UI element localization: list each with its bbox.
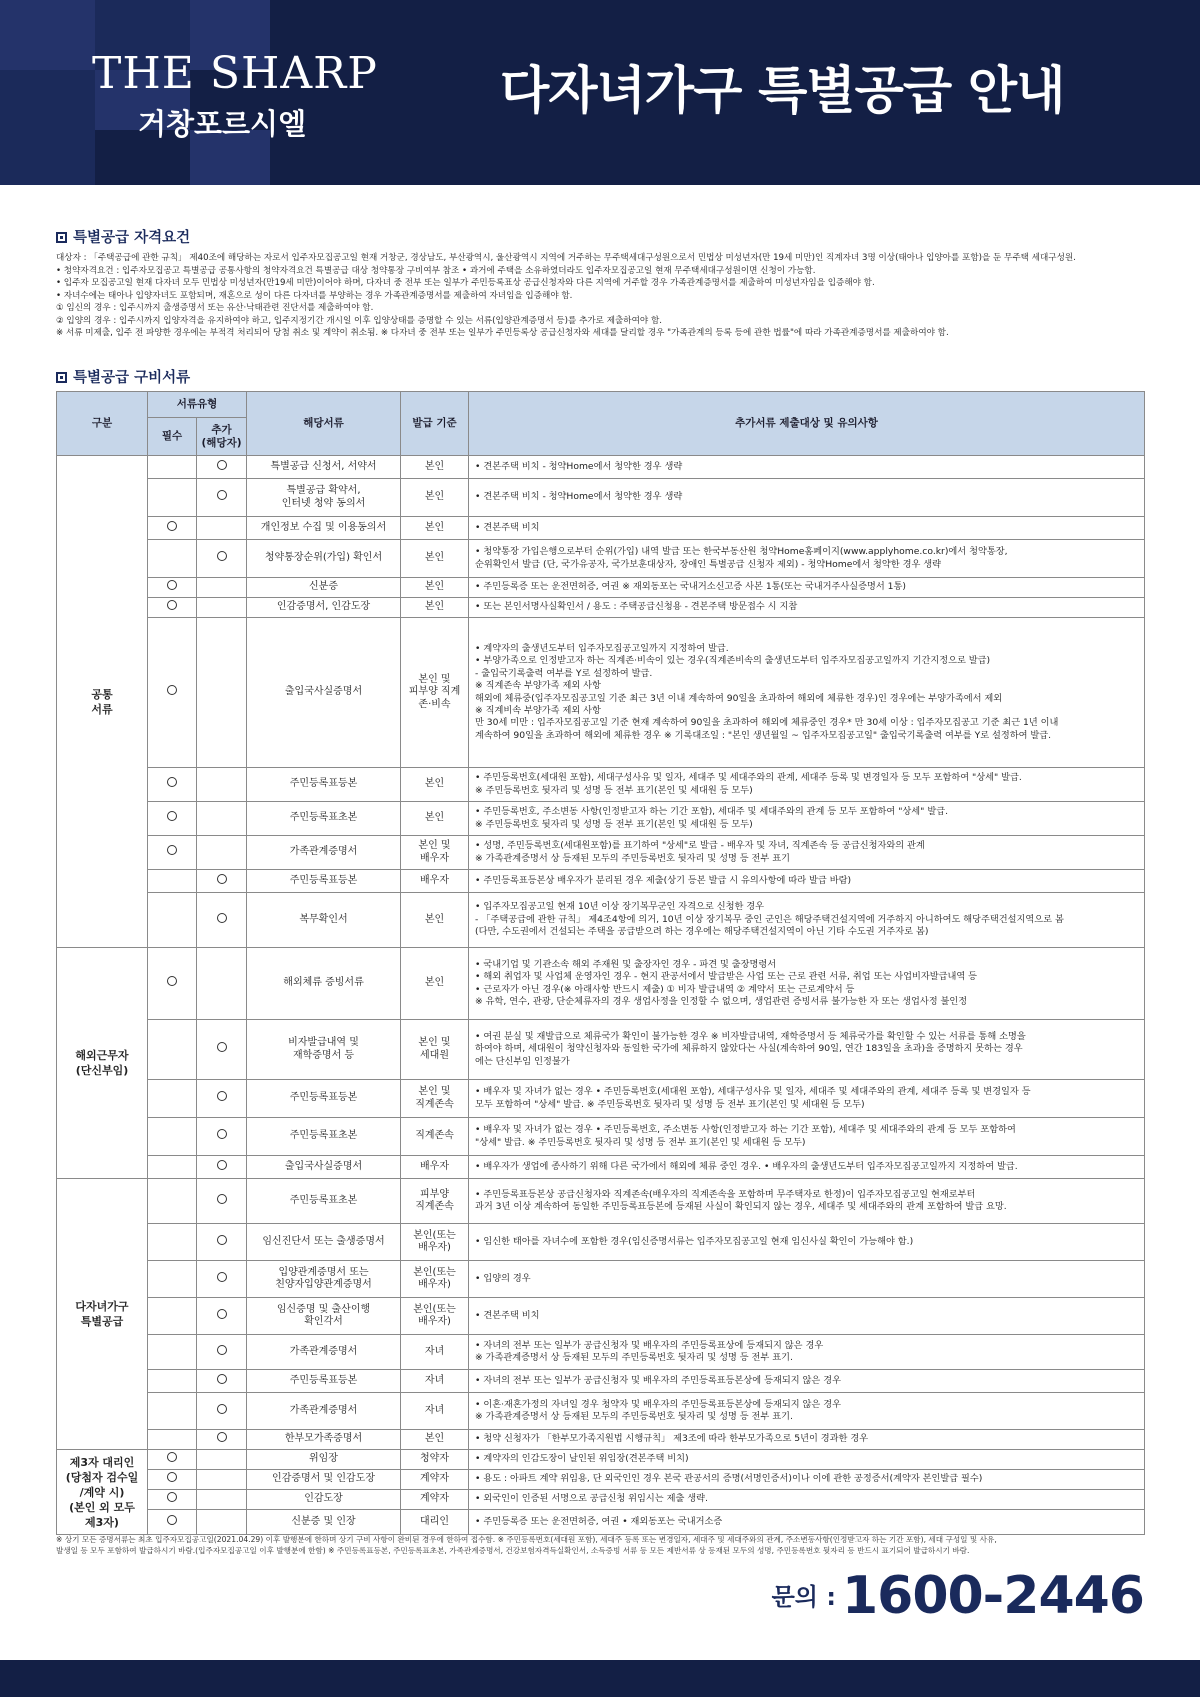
additional-cell — [197, 1335, 247, 1370]
circle-mark-icon — [167, 777, 177, 787]
note-line: • 부양가족으로 인정받고자 하는 직계존·비속이 있는 경우(직계존비속의 출생년도부터 입주자모집공고일까지 기간지정으로 발급) — [475, 655, 991, 667]
issuer: 계약자 — [401, 1470, 469, 1490]
note-line: • 용도 : 아파트 계약 위임용, 단 외국인인 경우 본국 관공서의 증명(서명인증서)이나 이에 관한 공정증서(계약자 본인발급 필수) — [475, 1473, 983, 1485]
additional-cell — [197, 1179, 247, 1224]
notes — [469, 1450, 1145, 1470]
note-line: • 계약자의 인감도장이 날인된 위임장(견본주택 비치) — [475, 1453, 689, 1465]
table-row — [57, 1450, 1145, 1470]
note-line: • 해외 취업자 및 사업체 운영자인 경우 - 현지 관공서에서 발급받은 사업 또는 근로 관련 서류, 취업 또는 사업비자발급내역 등 — [475, 971, 978, 983]
note-line: "상세" 발급. ※ 주민등록번호 뒷자리 및 성명 등 전부 표기(본인 및 세대원 등 모두) — [475, 1136, 806, 1148]
circle-mark-icon — [217, 913, 227, 923]
header-pattern-block — [0, 130, 95, 185]
header-document: 해당서류 — [247, 392, 401, 456]
additional-cell — [197, 836, 247, 870]
issuer: 본인(또는 배우자) — [401, 1224, 469, 1261]
required-cell — [148, 893, 197, 948]
group-label: 공통 서류 — [57, 456, 148, 948]
document-name: 비자발급내역 및 재학증명서 등 — [247, 1020, 401, 1080]
additional-cell — [197, 1510, 247, 1535]
document-name: 위임장 — [247, 1450, 401, 1470]
document-name: 주민등록표등본 — [247, 870, 401, 893]
section-heading-qualification: 특별공급 자격요건 — [56, 229, 190, 247]
additional-cell — [197, 517, 247, 540]
circle-mark-icon — [217, 1374, 227, 1384]
qualification-line: ② 입양의 경우 : 입주시까지 입양자격을 유지하여야 하고, 입주지정기간 개시일 이후 입양상태를 증명할 수 있는 서류(입양관계증명서 등)를 추가로 제출하여야 함. — [56, 315, 662, 326]
required-cell — [148, 540, 197, 578]
required-cell — [148, 1261, 197, 1298]
table-row — [57, 540, 1145, 578]
note-line: • 임신한 태아를 자녀수에 포함한 경우(임신증명서류는 입주자모집공고일 현재 임신사실 확인이 가능해야 함.) — [475, 1235, 914, 1247]
additional-cell — [197, 598, 247, 618]
table-row — [57, 768, 1145, 802]
notes — [469, 1224, 1145, 1261]
table-row — [57, 1224, 1145, 1261]
circle-mark-icon — [167, 811, 177, 821]
issuer: 본인 — [401, 479, 469, 517]
note-line: • 견본주택 비치 — [475, 521, 540, 533]
notes — [469, 1470, 1145, 1490]
table-row — [57, 1261, 1145, 1298]
required-cell — [148, 1393, 197, 1430]
issuer: 본인(또는 배우자) — [401, 1261, 469, 1298]
notes — [469, 1156, 1145, 1179]
additional-cell — [197, 618, 247, 768]
issuer: 본인 — [401, 456, 469, 479]
required-cell — [148, 948, 197, 1020]
table-row — [57, 578, 1145, 598]
notes — [469, 456, 1145, 479]
table-row — [57, 598, 1145, 618]
table-row — [57, 456, 1145, 479]
required-cell — [148, 1490, 197, 1510]
circle-mark-icon — [217, 1309, 227, 1319]
notes — [469, 836, 1145, 870]
issuer: 대리인 — [401, 1510, 469, 1535]
issuer: 자녀 — [401, 1335, 469, 1370]
notes — [469, 540, 1145, 578]
note-line: • 주민등록증 또는 운전면허증, 여권 ※ 재외동포는 국내거소신고증 사본 1통(또는 국내거주사실증명서 1통) — [475, 581, 906, 593]
additional-cell — [197, 1020, 247, 1080]
note-line: • 주민등록번호, 주소변동 사항(인정받고자 하는 기간 포함), 세대주 및 세대주와의 관계 등 모두 포함하여 "상세" 발급. — [475, 806, 949, 818]
note-line: • 입양의 경우 — [475, 1272, 531, 1284]
header-required: 필수 — [148, 418, 197, 456]
circle-mark-icon — [217, 460, 227, 470]
table-row — [57, 1393, 1145, 1430]
note-line: - 출입국기록출력 여부를 Y로 설정하여 발급. — [475, 667, 653, 679]
qualification-line: • 청약자격요건 : 입주자모집공고 특별공급 공통사항의 청약자격요건 특별공급 대상 청약통장 구비여부 참조 • 과거에 주택을 소유하였더라도 입주자모집공고일 현재 무주택세대구성원이면 신청이 가능함. — [56, 265, 816, 276]
additional-cell — [197, 1430, 247, 1450]
additional-cell — [197, 1118, 247, 1156]
note-line: ※ 유학, 연수, 관광, 단순체류자의 경우 생업사정을 인정할 수 없으며, 생업관련 증빙서류 불가능한 자 또는 생업사정 불인정 — [475, 995, 968, 1007]
header-notes: 추가서류 제출대상 및 유의사항 — [469, 392, 1145, 456]
document-name: 인감도장 — [247, 1490, 401, 1510]
notes — [469, 1510, 1145, 1535]
note-line: - 「주택공급에 관한 규칙」 제4조4항에 의거, 10년 이상 장기복무 중인 군인은 해당주택건설지역에 거주하지 아니하여도 해당주택건설지역으로 봄 — [475, 913, 1064, 925]
document-name: 신분증 및 인장 — [247, 1510, 401, 1535]
issuer: 계약자 — [401, 1490, 469, 1510]
required-cell — [148, 1370, 197, 1393]
notes — [469, 948, 1145, 1020]
additional-cell — [197, 1393, 247, 1430]
additional-cell — [197, 768, 247, 802]
note-line: ※ 주민등록번호 뒷자리 및 성명 등 전부 표기(본인 및 세대원 등 모두) — [475, 784, 753, 796]
qualification-line: • 입주자 모집공고일 현재 다자녀 모두 민법상 미성년자(만19세 미만)이어야 하며, 다자녀 중 전부 또는 일부가 주민등록표상 공급신청자와 다른 지역에 거주할 경우 가족관계증명서를 제출하여 미성년자임을 입증해야 함. — [56, 278, 875, 288]
issuer: 본인 — [401, 1430, 469, 1450]
issuer: 본인(또는 배우자) — [401, 1298, 469, 1335]
circle-mark-icon — [217, 1194, 227, 1204]
document-name: 주민등록표초본 — [247, 1118, 401, 1156]
note-line: • 견본주택 비치 — [475, 1309, 540, 1321]
document-name: 청약통장순위(가입) 확인서 — [247, 540, 401, 578]
required-cell — [148, 836, 197, 870]
table-row — [57, 618, 1145, 768]
required-cell — [148, 1156, 197, 1179]
required-cell — [148, 598, 197, 618]
issuer: 본인 — [401, 540, 469, 578]
required-cell — [148, 870, 197, 893]
document-name: 복무확인서 — [247, 893, 401, 948]
issuer: 본인 — [401, 893, 469, 948]
notes — [469, 1020, 1145, 1080]
circle-mark-icon — [217, 1404, 227, 1414]
additional-cell — [197, 1261, 247, 1298]
note-line: • 외국인이 인증된 서명으로 공급신청 위임시는 제출 생략. — [475, 1493, 708, 1505]
note-line: • 입주자모집공고일 현재 10년 이상 장기복무군인 자격으로 신청한 경우 — [475, 901, 764, 913]
circle-mark-icon — [167, 580, 177, 590]
circle-mark-icon — [217, 874, 227, 884]
additional-cell — [197, 1490, 247, 1510]
note-line: • 청약 신청자가 「한부모가족지원법 시행규칙」 제3조에 따라 한부모가족으로 5년이 경과한 경우 — [475, 1433, 869, 1445]
required-cell — [148, 1510, 197, 1535]
additional-cell — [197, 540, 247, 578]
note-line: • 주민등록증 또는 운전면허증, 여권 • 재외동포는 국내거소증 — [475, 1515, 723, 1527]
document-name: 주민등록표등본 — [247, 1080, 401, 1118]
document-name: 임신진단서 또는 출생증명서 — [247, 1224, 401, 1261]
additional-cell — [197, 870, 247, 893]
required-cell — [148, 517, 197, 540]
circle-mark-icon — [217, 1235, 227, 1245]
circle-mark-icon — [167, 600, 177, 610]
notes — [469, 1335, 1145, 1370]
notes — [469, 1370, 1145, 1393]
table-row — [57, 479, 1145, 517]
document-name: 인감증명서 및 인감도장 — [247, 1470, 401, 1490]
issuer: 배우자 — [401, 870, 469, 893]
note-line: ※ 주민등록번호 뒷자리 및 성명 등 전부 표기(본인 및 세대원 등 모두) — [475, 818, 753, 830]
table-row — [57, 802, 1145, 836]
square-bullet-icon — [56, 232, 67, 243]
note-line: (다만, 수도권에서 건설되는 주택을 공급받으려 하는 경우에는 해당주택건설지역이 아닌 기타 수도권 거주자로 봄) — [475, 926, 929, 938]
issuer: 본인 — [401, 578, 469, 598]
additional-cell — [197, 1450, 247, 1470]
notes — [469, 1261, 1145, 1298]
note-line: • 주민등록번호(세대원 포함), 세대구성사유 및 일자, 세대주 및 세대주와의 관계, 세대주 등록 및 변경일자 등 모두 포함하여 "상세" 발급. — [475, 772, 1022, 784]
required-cell — [148, 1298, 197, 1335]
document-name: 특별공급 신청서, 서약서 — [247, 456, 401, 479]
required-cell — [148, 1470, 197, 1490]
notes — [469, 893, 1145, 948]
notes — [469, 1393, 1145, 1430]
circle-mark-icon — [167, 1492, 177, 1502]
issuer: 본인 — [401, 517, 469, 540]
group-label: 해외근무자 (단신부임) — [57, 948, 148, 1179]
table-row — [57, 948, 1145, 1020]
brand-logo: THE SHARP — [92, 48, 378, 99]
note-line: • 자녀의 전부 또는 일부가 공급신청자 및 배우자의 주민등록표등본상에 등재되지 않은 경우 — [475, 1374, 841, 1386]
table-row — [57, 870, 1145, 893]
additional-cell — [197, 1080, 247, 1118]
note-line: • 주민등록표등본상 공급신청자와 직계존속(배우자의 직계존속을 포함하며 무주택자로 한정)이 입주자모집공고일 현재로부터 — [475, 1188, 976, 1200]
notes — [469, 618, 1145, 768]
notes — [469, 578, 1145, 598]
issuer: 본인 및 세대원 — [401, 1020, 469, 1080]
document-name: 임신증명 및 출산이행 확인각서 — [247, 1298, 401, 1335]
note-line: 해외에 체류중(입주자모집공고일 기준 최근 3년 이내 계속하여 90일을 초과하여 해외에 체류한 경우)인 경우에는 부양가족에서 제외 — [475, 692, 1003, 704]
table-row — [57, 1179, 1145, 1224]
required-cell — [148, 1179, 197, 1224]
issuer: 직계존속 — [401, 1118, 469, 1156]
additional-cell — [197, 1298, 247, 1335]
table-row — [57, 517, 1145, 540]
qualification-line: ※ 서류 미제출, 입주 전 파양한 경우에는 부적격 처리되어 당첨 취소 및 계약이 취소됨. ※ 다자녀 중 전부 또는 일부가 주민등록상 공급신청자와 세대를 달리할 경우 "가족관계의 등록 등에 관한 법률"에 따라 가족관계증명서를 제출하여야 함. — [56, 328, 949, 338]
circle-mark-icon — [217, 1042, 227, 1052]
document-name: 신분증 — [247, 578, 401, 598]
additional-cell — [197, 1470, 247, 1490]
additional-cell — [197, 948, 247, 1020]
table-row — [57, 1020, 1145, 1080]
note-line: 만 30세 미만 : 입주자모집공고일 기준 현재 계속하여 90일을 초과하여 해외에 체류중인 경우* 만 30세 이상 : 입주자모집공고 기준 최근 1년 이내 — [475, 717, 1059, 729]
circle-mark-icon — [167, 1472, 177, 1482]
note-line: 과거 3년 이상 계속하여 동일한 주민등록표등본에 등재된 사실이 확인되지 않는 경우, 세대주 및 세대주와의 관계 포함하여 발급 요망. — [475, 1201, 1007, 1212]
notes — [469, 1298, 1145, 1335]
issuer: 본인 및 배우자 — [401, 836, 469, 870]
bottom-band — [0, 1660, 1200, 1697]
document-name: 인감증명서, 인감도장 — [247, 598, 401, 618]
circle-mark-icon — [217, 1129, 227, 1139]
notes — [469, 768, 1145, 802]
header-type: 서류유형 — [148, 392, 247, 418]
footnote — [56, 1534, 1146, 1556]
note-line: • 여권 분실 및 재발급으로 체류국가 확인이 불가능한 경우 ※ 비자발급내역, 재학증명서 등 체류국가를 확인할 수 있는 서류를 통해 소명을 — [475, 1030, 1026, 1042]
issuer: 피부양 직계존속 — [401, 1179, 469, 1224]
issuer: 청약자 — [401, 1450, 469, 1470]
table-row — [57, 1470, 1145, 1490]
note-line: • 근로자가 아닌 경우(※ 아래사항 반드시 제출) ① 비자 발급내역 ② 계약서 또는 근로계약서 등 — [475, 983, 855, 995]
issuer: 본인 — [401, 802, 469, 836]
document-name: 가족관계증명서 — [247, 1393, 401, 1430]
document-name: 개인정보 수집 및 이용동의서 — [247, 517, 401, 540]
note-line: 하여야 하며, 세대원이 청약신청자와 동일한 국가에 체류하지 않았다는 사실(계속하여 90일, 연간 183일을 초과)을 증명하지 못하는 경우 — [475, 1043, 1023, 1055]
note-line: ※ 가족관계증명서 상 등재된 모두의 주민등록번호 뒷자리 및 성명 등 전부 표기. — [475, 1352, 793, 1363]
circle-mark-icon — [167, 976, 177, 986]
note-line: • 배우자가 생업에 종사하기 위해 다른 국가에서 해외에 체류 중인 경우. • 배우자의 출생년도부터 입주자모집공고일까지 지정하여 발급. — [475, 1160, 1018, 1172]
contact-info — [771, 1566, 1144, 1626]
additional-cell — [197, 1224, 247, 1261]
notes — [469, 1118, 1145, 1156]
table-row — [57, 1370, 1145, 1393]
footnote-line: ※ 상기 모든 증명서류는 최초 입주자모집공고일(2021.04.29) 이후 발행분에 한하며 상기 구비 사항이 완비된 경우에 한하여 접수함. ※ 주민등록번호(세대원 포함), 세대주 등록 또는 변경일자, 세대주 및 세대주와의 관계, 주소변동사항(인정받고자 하는 기간 포함), 세대 구성일 및 사유, — [56, 1535, 997, 1544]
header-additional: 추가 (해당자) — [197, 418, 247, 456]
note-line: • 견본주택 비치 - 청약Home에서 청약한 경우 생략 — [475, 460, 683, 472]
required-cell — [148, 768, 197, 802]
document-name: 주민등록표초본 — [247, 1179, 401, 1224]
square-bullet-icon — [56, 372, 67, 383]
documents-table — [56, 391, 1145, 1535]
document-name: 가족관계증명서 — [247, 1335, 401, 1370]
circle-mark-icon — [217, 1432, 227, 1442]
issuer: 본인 및 직계존속 — [401, 1080, 469, 1118]
document-name: 출입국사실증명서 — [247, 618, 401, 768]
required-cell — [148, 456, 197, 479]
group-label: 제3자 대리인 (당첨자 검수일 /계약 시) (본인 외 모두 제3자) — [57, 1450, 148, 1535]
circle-mark-icon — [167, 1515, 177, 1525]
document-name: 한부모가족증명서 — [247, 1430, 401, 1450]
document-name: 주민등록표등본 — [247, 1370, 401, 1393]
issuer: 본인 — [401, 598, 469, 618]
note-line: 에는 단신부임 인정불가 — [475, 1055, 570, 1067]
note-line: ※ 직계비속 부양가족 제외 사항 — [475, 704, 601, 716]
required-cell — [148, 802, 197, 836]
required-cell — [148, 618, 197, 768]
notes — [469, 598, 1145, 618]
header-pattern-block — [0, 0, 95, 70]
note-line: • 성명, 주민등록번호(세대원포함)를 표기하여 "상세"로 발급 - 배우자 및 자녀, 직계존속 등 공급신청자와의 관계 — [475, 840, 925, 852]
table-row — [57, 1510, 1145, 1535]
contact-label: 문의 : — [771, 1583, 836, 1611]
note-line: • 또는 본인서명사실확인서 / 용도 : 주택공급신청용 - 견본주택 방문접수 시 지참 — [475, 601, 798, 613]
document-name: 주민등록표등본 — [247, 768, 401, 802]
required-cell — [148, 578, 197, 598]
notes — [469, 1490, 1145, 1510]
page-header — [0, 0, 1200, 185]
circle-mark-icon — [217, 1345, 227, 1355]
note-line: • 청약통장 가입은행으로부터 순위(가입) 내역 발급 또는 한국부동산원 청약Home홈페이지(www.applyhome.co.kr)에서 청약통장, — [475, 546, 1008, 558]
required-cell — [148, 1080, 197, 1118]
notes — [469, 1430, 1145, 1450]
note-line: • 배우자 및 자녀가 없는 경우 • 주민등록번호, 주소변동 사항(인정받고자 하는 기간 포함), 세대주 및 세대주와의 관계 등 모두 포함하여 — [475, 1124, 1016, 1136]
required-cell — [148, 1118, 197, 1156]
note-line: • 견본주택 비치 - 청약Home에서 청약한 경우 생략 — [475, 491, 683, 503]
additional-cell — [197, 1156, 247, 1179]
table-row — [57, 836, 1145, 870]
table-row — [57, 1118, 1145, 1156]
note-line: 계속하여 90일을 초과하여 해외에 체류한 경우 ※ 기록대조일 : "본인 생년월일 ~ 입주자모집공고일" 출입국기록출력 여부를 Y로 설정하여 발급. — [475, 729, 1052, 741]
contact-number: 1600-2446 — [841, 1566, 1144, 1626]
required-cell — [148, 479, 197, 517]
circle-mark-icon — [167, 1452, 177, 1462]
note-line: • 배우자 및 자녀가 없는 경우 • 주민등록번호(세대원 포함), 세대구성사유 및 일자, 세대주 및 세대주와의 관계, 세대주 등록 및 변경일자 등 — [475, 1086, 1031, 1098]
table-row — [57, 893, 1145, 948]
additional-cell — [197, 456, 247, 479]
document-name: 입양관계증명서 또는 친양자입양관계증명서 — [247, 1261, 401, 1298]
table-row — [57, 1156, 1145, 1179]
circle-mark-icon — [217, 490, 227, 500]
note-line: 순위확인서 발급 (단, 국가유공자, 국가보훈대상자, 장애인 특별공급 신청자 제외) - 청약Home에서 청약한 경우 생략 — [475, 558, 941, 570]
issuer: 본인 — [401, 948, 469, 1020]
required-cell — [148, 1430, 197, 1450]
brand-subtitle: 거창포르시엘 — [138, 107, 307, 141]
qualification-line: ① 임신의 경우 : 입주시까지 출생증명서 또는 유산·낙태관련 진단서를 제출하여야 함. — [56, 303, 374, 313]
table-row — [57, 1335, 1145, 1370]
header-pattern-block — [0, 70, 95, 130]
circle-mark-icon — [167, 521, 177, 531]
required-cell — [148, 1224, 197, 1261]
document-name: 주민등록표초본 — [247, 802, 401, 836]
note-line: • 국내기업 및 기관소속 해외 주재원 및 출장자인 경우 - 파견 및 출장명령서 — [475, 958, 777, 970]
circle-mark-icon — [167, 845, 177, 855]
group-label: 다자녀가구 특별공급 — [57, 1179, 148, 1450]
issuer: 본인 — [401, 768, 469, 802]
table-row — [57, 1490, 1145, 1510]
additional-cell — [197, 479, 247, 517]
issuer: 본인 및 피부양 직계 존·비속 — [401, 618, 469, 768]
qualification-line: 대상자 : 「주택공급에 관한 규칙」 제40조에 해당하는 자로서 입주자모집공고일 현재 거창군, 경상남도, 부산광역시, 울산광역시 지역에 거주하는 무주택세대구성원으로서 민법상 미성년자(만 19세 미만)인 직계자녀 3명 이상(태아나 입양아를 포함)을 둔 무주택 세대구성원. — [56, 253, 1076, 263]
document-name: 해외체류 증빙서류 — [247, 948, 401, 1020]
note-line: 모두 포함하여 "상세" 발급. ※ 주민등록번호 뒷자리 및 성명 등 전부 표기(본인 및 세대원 등 모두) — [475, 1098, 865, 1110]
table-row — [57, 1430, 1145, 1450]
circle-mark-icon — [217, 1272, 227, 1282]
section-heading-documents: 특별공급 구비서류 — [56, 369, 190, 387]
header-group: 구분 — [57, 392, 148, 456]
circle-mark-icon — [217, 1091, 227, 1101]
notes — [469, 1080, 1145, 1118]
document-name: 출입국사실증명서 — [247, 1156, 401, 1179]
document-name: 가족관계증명서 — [247, 836, 401, 870]
table-row — [57, 1080, 1145, 1118]
qualification-text — [56, 252, 1146, 340]
header-issuer: 발급 기준 — [401, 392, 469, 456]
additional-cell — [197, 1370, 247, 1393]
issuer: 자녀 — [401, 1370, 469, 1393]
note-line: • 주민등록표등본상 배우자가 분리된 경우 제출(상기 등본 발급 시 유의사항에 따라 발급 바람) — [475, 874, 852, 886]
issuer: 자녀 — [401, 1393, 469, 1430]
document-name: 특별공급 확약서, 인터넷 청약 동의서 — [247, 479, 401, 517]
notes — [469, 870, 1145, 893]
notes — [469, 1179, 1145, 1224]
required-cell — [148, 1335, 197, 1370]
page-title: 다자녀가구 특별공급 안내 — [500, 62, 1065, 121]
required-cell — [148, 1020, 197, 1080]
additional-cell — [197, 578, 247, 598]
notes — [469, 517, 1145, 540]
note-line: • 이혼·재혼가정의 자녀일 경우 청약자 및 배우자의 주민등록표등본상에 등재되지 않은 경우 — [475, 1398, 841, 1410]
circle-mark-icon — [217, 551, 227, 561]
circle-mark-icon — [217, 1160, 227, 1170]
footnote-line: 발생일 등 모두 포함하여 발급하시기 바람.(입주자모집공고일 이후 발행분에 한함) ※ 주민등록표등본, 주민등록표초본, 가족관계증명서, 건강보험자격득실확인서, 소득증빙 서류 등 모든 제반서류 상 등재된 모두의 성명, 주민등록번호 뒷자리 등 반드시 표기되어 발급하시기 바람. — [56, 1546, 970, 1555]
issuer: 배우자 — [401, 1156, 469, 1179]
note-line: ※ 가족관계증명서 상 등재된 모두의 주민등록번호 뒷자리 및 성명 등 전부 표기 — [475, 852, 790, 864]
notes — [469, 802, 1145, 836]
note-line: • 계약자의 출생년도부터 입주자모집공고일까지 지정하여 발급. — [475, 642, 729, 654]
required-cell — [148, 1450, 197, 1470]
additional-cell — [197, 802, 247, 836]
notes — [469, 479, 1145, 517]
qualification-line: • 자녀수에는 태아나 입양자녀도 포함되며, 재혼으로 성이 다른 다자녀를 부양하는 경우 가족관계증명서를 제출하여 자녀임을 입증해야 함. — [56, 290, 573, 301]
note-line: ※ 직계존속 부양가족 제외 사항 — [475, 680, 601, 692]
additional-cell — [197, 893, 247, 948]
note-line: • 자녀의 전부 또는 일부가 공급신청자 및 배우자의 주민등록표상에 등재되지 않은 경우 — [475, 1339, 824, 1351]
note-line: ※ 가족관계증명서 상 등재된 모두의 주민등록번호 뒷자리 및 성명 등 전부 표기. — [475, 1411, 793, 1422]
circle-mark-icon — [167, 685, 177, 695]
table-row — [57, 1298, 1145, 1335]
